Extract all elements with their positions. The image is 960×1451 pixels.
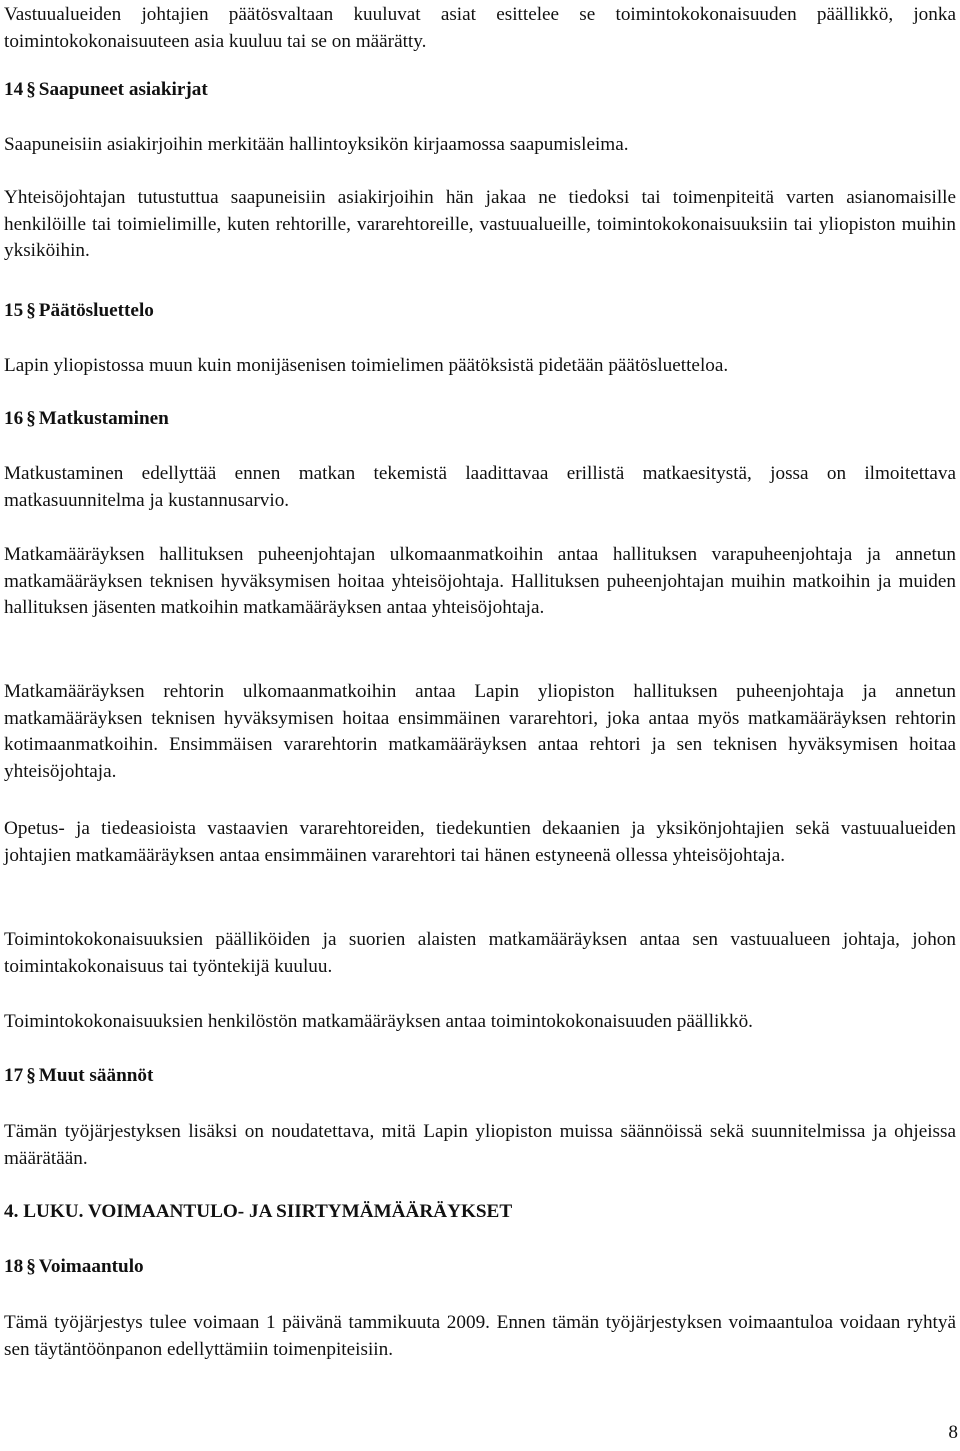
section-17-heading — [4, 1063, 153, 1090]
section-14-paragraph: Saapuneisiin asiakirjoihin merkitään hallintoyksikön kirjaamossa saapumisleima. — [4, 134, 629, 155]
section-15-title: Päätösluettelo — [38, 300, 154, 321]
page-number: 8 — [948, 1422, 958, 1443]
section-16-heading — [4, 406, 169, 433]
section-18-number: 18 — [4, 1256, 24, 1277]
section-symbol: § — [26, 300, 36, 321]
section-symbol: § — [26, 1256, 36, 1277]
section-18-heading — [4, 1254, 144, 1281]
section-16-title: Matkustaminen — [38, 408, 169, 429]
section-16-paragraph: Matkamääräyksen rehtorin ulkomaanmatkoihin antaa Lapin yliopiston hallituksen puheenjohtaja ja annetun matkamääräyksen teknisen hyväksymisen hoitaa ensimmäinen vararehtori, joka antaa myös matkamääräyksen rehtorin kotimaanmatkoihin. Ensimmäisen vararehtorin matkamääräyksen antaa rehtori ja sen teknisen hyväksymisen hoitaa yhteisöjohtaja. — [4, 681, 956, 782]
section-17-paragraph: Tämän työjärjestyksen lisäksi on noudatettava, mitä Lapin yliopiston muissa säännöissä sekä suunnitelmissa ja ohjeissa määrätään. — [4, 1121, 956, 1169]
section-18-paragraph: Tämä työjärjestys tulee voimaan 1 päivänä tammikuuta 2009. Ennen tämän työjärjestyksen voimaantuloa voidaan ryhtyä sen täytäntöönpanon edellyttämiin toimenpiteisiin. — [4, 1312, 956, 1360]
section-17-title: Muut säännöt — [38, 1065, 154, 1086]
section-symbol: § — [26, 79, 36, 100]
section-16-paragraph: Opetus- ja tiedeasioista vastaavien vararehtoreiden, tiedekuntien dekaanien ja yksikönjohtajien sekä vastuualueiden johtajien matkamääräyksen antaa ensimmäinen vararehtori tai hänen estyneenä ollessa yhteisöjohtaja. — [4, 818, 956, 866]
section-14-paragraph: Yhteisöjohtajan tutustuttua saapuneisiin asiakirjoihin hän jakaa ne tiedoksi tai toimenpiteitä varten asianomaisille henkilöille tai toimielimille, kuten rehtorille, vararehtoreille, vastuualueille, toimintokokonaisuuksiin tai yliopiston muihin yksiköihin. — [4, 187, 956, 262]
section-symbol: § — [26, 408, 36, 429]
section-15-heading — [4, 298, 154, 325]
section-16-paragraph: Matkustaminen edellyttää ennen matkan tekemistä laadittavaa erillistä matkaesitystä, jossa on ilmoitettava matkasuunnitelma ja kustannusarvio. — [4, 463, 956, 511]
section-18-title: Voimaantulo — [38, 1256, 144, 1277]
section-15-paragraph: Lapin yliopistossa muun kuin monijäsenisen toimielimen päätöksistä pidetään päätösluetteloa. — [4, 355, 729, 376]
section-16-paragraph: Matkamääräyksen hallituksen puheenjohtajan ulkomaanmatkoihin antaa hallituksen varapuheenjohtaja ja annetun matkamääräyksen teknisen hyväksymisen hoitaa yhteisöjohtaja. Hallituksen puheenjohtajan muihin matkoihin ja muiden hallituksen jäsenten matkoihin matkamääräyksen antaa yhteisöjohtaja. — [4, 544, 956, 619]
section-14-heading — [4, 77, 208, 104]
intro-paragraph: Vastuualueiden johtajien päätösvaltaan kuuluvat asiat esittelee se toimintokokonaisuuden päällikkö, jonka toimintokokonaisuuteen asia kuuluu tai se on määrätty. — [4, 4, 956, 52]
section-14-title: Saapuneet asiakirjat — [38, 79, 208, 100]
section-16-number: 16 — [4, 408, 24, 429]
section-symbol: § — [26, 1065, 36, 1086]
section-15-number: 15 — [4, 300, 24, 321]
section-14-number: 14 — [4, 79, 24, 100]
section-16-paragraph: Toimintokokonaisuuksien henkilöstön matkamääräyksen antaa toimintokokonaisuuden päällikkö. — [4, 1011, 753, 1032]
section-17-number: 17 — [4, 1065, 24, 1086]
section-16-paragraph: Toimintokokonaisuuksien päälliköiden ja suorien alaisten matkamääräyksen antaa sen vastuualueen johtaja, johon toimintakokonaisuus tai työntekijä kuuluu. — [4, 929, 956, 977]
chapter-4-heading: 4. LUKU. VOIMAANTULO- JA SIIRTYMÄMÄÄRÄYKSET — [4, 1201, 513, 1222]
